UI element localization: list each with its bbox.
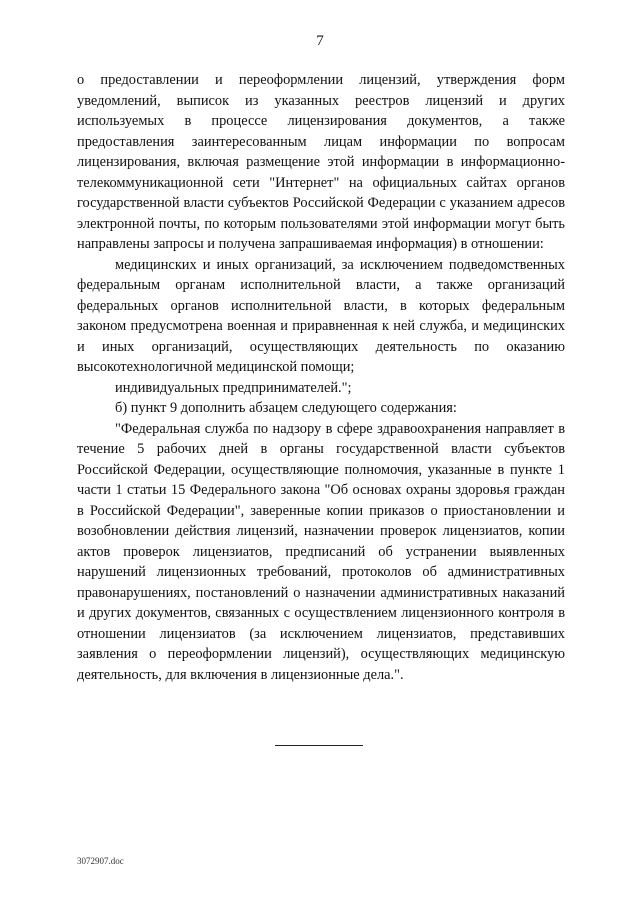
footer-filename: 3072907.doc bbox=[77, 856, 124, 866]
paragraph-federal-service-quote: "Федеральная служба по надзору в сфере здравоохранения направляет в течение 5 рабочих дней в органы государственной власти субъектов Российской Федерации, осуществляющие полномочия, указанные в пункте 1 части 1 статьи 15 Федерального закона "Об основах охраны здоровья граждан в Российской Федерации", заверенные копии приказов о приостановлении и возобновлении действия лицензий, назначении проверок лицензиатов, копии актов проверок лицензиатов, предписаний об устранении выявленных нарушений лицензионных требований, протоколов об административных правонарушениях, постановлений о назначении административных наказаний и других документов, связанных с осуществлением лицензионного контроля в отношении лицензиатов (за исключением лицензиатов, представивших заявления о переоформлении лицензий), осуществляющих медицинскую деятельность, для включения в лицензионные дела.". bbox=[77, 420, 565, 683]
paragraph-individual-entrepreneurs: индивидуальных предпринимателей."; bbox=[115, 379, 352, 396]
paragraph-medical-organizations: медицинских и иных организаций, за исключением подведомственных федеральным органам исполнительной власти, а также организаций федеральных органов исполнительной власти, в которых федеральным законом предусмотрена военная и приравненная к ней служба, и медицинских и иных организаций, осуществляющих деятельность по оказанию высокотехнологичной медицинской помощи; bbox=[77, 256, 565, 375]
paragraph-item-b: б) пункт 9 дополнить абзацем следующего содержания: bbox=[115, 400, 457, 416]
end-separator-line bbox=[275, 745, 363, 746]
paragraph-licensing-continuation: о предоставлении и переоформлении лицензий, утверждения форм уведомлений, выписок из указанных реестров лицензий и других используемых в процессе лицензирования документов, а также предоставления заинтересованным лицам информации по вопросам лицензирования, включая размещение этой информации в информационно-телекоммуникационной сети "Интернет" на официальных сайтах органов государственной власти субъектов Российской Федерации с указанием адресов электронной почты, по которым пользователями этой информации могут быть направлены запросы и получена запрашиваемая информация) в отношении: bbox=[77, 72, 565, 252]
page-number: 7 bbox=[316, 33, 324, 49]
document-body bbox=[77, 70, 565, 685]
